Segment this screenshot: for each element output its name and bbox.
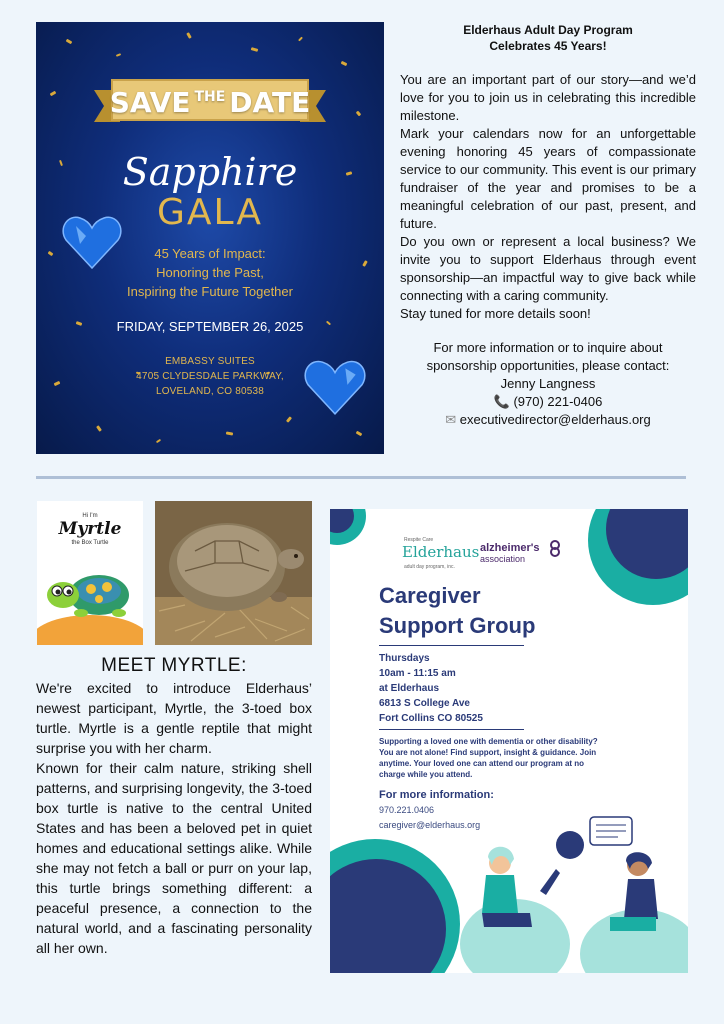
box-turtle-photo	[155, 501, 312, 645]
contact-intro: sponsorship opportunities, please contact:	[426, 358, 670, 373]
confetti	[286, 416, 292, 423]
title-line: Caregiver	[379, 583, 481, 608]
paragraph: Mark your calendars now for an unforgettable evening honoring 45 years of compassionate service to our community. This event is our primary fundraiser of the year and promises to be a meaningful celebration of our past, present, and future.	[400, 126, 696, 231]
gala-title-main: GALA	[156, 192, 264, 233]
confetti	[186, 32, 192, 39]
myrtle-illustration-card	[37, 501, 143, 645]
caregiver-email[interactable]: caregiver@elderhaus.org	[379, 820, 481, 830]
save-word: SAVE	[109, 85, 191, 119]
caregiver-phone[interactable]: 970.221.0406	[379, 805, 435, 815]
detail-line: Thursdays	[379, 653, 430, 664]
confetti	[156, 439, 161, 444]
paragraph: You are an important part of our story—and we’d love for you to join us in celebrating this incredible milestone.	[400, 72, 696, 123]
envelope-icon: ✉	[445, 412, 457, 427]
card-name: Myrtle	[58, 519, 122, 539]
sapphire-heart-icon	[304, 358, 366, 416]
paragraph: Stay tuned for more details soon!	[400, 306, 591, 321]
gala-date: FRIDAY, SEPTEMBER 26, 2025	[116, 319, 304, 334]
confetti	[341, 61, 348, 66]
rule	[379, 729, 524, 730]
contact-phone[interactable]	[400, 393, 696, 411]
confetti	[356, 111, 362, 117]
announcement-body	[400, 71, 696, 323]
meeting-details	[379, 651, 483, 726]
caregiver-support-flyer	[330, 509, 688, 973]
phone-number[interactable]: (970) 221-0406	[513, 394, 603, 409]
paragraph: Known for their calm nature, striking shell patterns, and surprising longevity, the 3-toed box turtle is native to the central United States and has been a beloved pet in quiet homes and educational settings alike. While she may not fetch a ball or purr on your lap, this turtle brings something different: a peaceful presence, a connection to the natural world, and a fascinating personality all her own.	[36, 760, 312, 956]
detail-line: 6813 S College Ave	[379, 698, 470, 709]
elderhaus-logo: Elderhaus	[402, 543, 480, 561]
rule	[379, 645, 524, 646]
turtle-photo-image	[155, 501, 312, 645]
more-info-heading: For more information:	[379, 789, 494, 801]
gala-venue-line: 4705 CLYDESDALE PARKWAY,	[136, 371, 284, 382]
confetti	[116, 53, 121, 57]
confetti	[66, 39, 73, 45]
detail-line: at Elderhaus	[379, 683, 440, 694]
title-line: Celebrates 45 Years!	[489, 39, 607, 53]
alz-logo-line: association	[480, 554, 526, 564]
sapphire-heart-icon	[62, 214, 122, 270]
gala-venue-line: EMBASSY SUITES	[165, 356, 255, 367]
save-the-date-banner	[94, 76, 326, 128]
phone-icon: 📞	[493, 394, 510, 409]
elderhaus-logo-sub: adult day program, inc.	[404, 564, 455, 570]
sapphire-gala-poster	[36, 22, 384, 454]
contact-block	[400, 339, 696, 429]
caregiver-description: Supporting a loved one with dementia or other disability? You are not alone! Find support, insight & guidance. Join anytime. Your loved one can attend our program at no charge while you attend.	[379, 737, 598, 779]
alzheimers-association-logo	[480, 543, 539, 565]
myrtle-article	[36, 678, 312, 958]
email-link[interactable]: executivedirector@elderhaus.org	[459, 412, 651, 427]
detail-line: Fort Collins CO 80525	[379, 713, 483, 724]
alz-logo-line: alzheimer's	[480, 542, 540, 554]
gala-subtitle-line: Honoring the Past,	[156, 265, 264, 280]
meet-myrtle-heading: MEET MYRTLE:	[101, 655, 247, 676]
people-talking-illustration	[460, 809, 688, 973]
gala-subtitle-line: Inspiring the Future Together	[127, 284, 293, 299]
confetti	[251, 47, 259, 52]
the-word: THE	[194, 89, 226, 105]
contact-name: Jenny Langness	[500, 376, 596, 391]
date-word: DATE	[229, 85, 311, 119]
gala-subtitle-line: 45 Years of Impact:	[154, 246, 266, 261]
title-line: Elderhaus Adult Day Program	[463, 23, 633, 37]
save-the-date-text	[94, 76, 326, 128]
paragraph: We're excited to introduce Elderhaus’ newest participant, Myrtle, the 3-toed box turtle. Myrtle is a gentle reptile that might surprise you with her charm.	[36, 680, 312, 756]
announcement-title	[400, 22, 696, 54]
detail-line: 10am - 11:15 am	[379, 668, 456, 679]
section-divider	[36, 476, 686, 479]
confetti	[356, 431, 363, 437]
gala-venue-line: LOVELAND, CO 80538	[155, 386, 265, 397]
confetti	[96, 425, 102, 432]
confetti	[226, 431, 233, 435]
confetti	[298, 37, 303, 42]
card-subtitle: the Box Turtle	[71, 540, 109, 546]
anniversary-announcement	[400, 22, 696, 429]
gala-title-script: Sapphire	[122, 150, 298, 194]
elderhaus-logo-small-text: Respite Care	[404, 537, 434, 543]
caregiver-title	[379, 581, 535, 641]
alz-symbol-icon	[546, 539, 564, 557]
contact-intro: For more information or to inquire about	[433, 340, 663, 355]
card-greeting: Hi I'm	[82, 513, 98, 519]
title-line: Support Group	[379, 613, 536, 638]
contact-email[interactable]	[400, 411, 696, 429]
confetti	[50, 91, 57, 97]
cartoon-turtle-icon	[37, 553, 143, 645]
paragraph: Do you own or represent a local business? We invite you to support Elderhaus through event sponsorship—an impactful way to give back while connecting with a caring community.	[400, 234, 696, 303]
